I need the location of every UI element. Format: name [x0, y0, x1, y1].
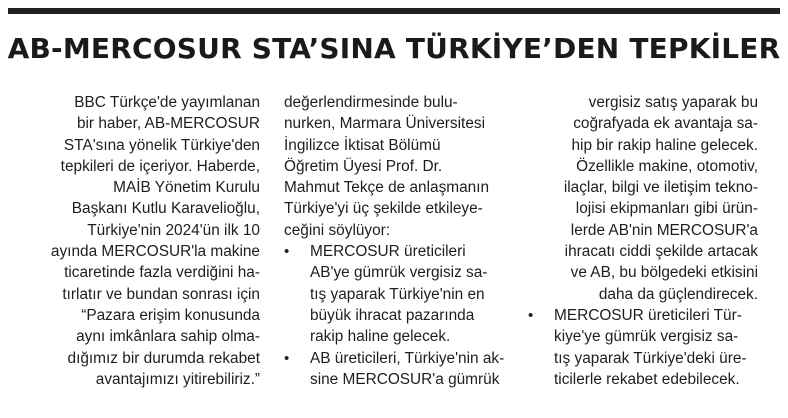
- bullet-item: [284, 348, 510, 391]
- bullet-line: rakip haline gelecek.: [310, 328, 451, 346]
- body-line: “Pazara erişim konusunda: [81, 306, 260, 324]
- body-line: Öğretim Üyesi Prof. Dr.: [284, 157, 443, 175]
- body-line: ilaçlar, bilgi ve iletişim tekno-: [563, 179, 758, 197]
- body-line: nurken, Marmara Üniversitesi: [284, 115, 485, 133]
- top-rule: [8, 8, 780, 14]
- body-line: Özellikle makine, otomotiv,: [576, 157, 758, 175]
- body-line: ve AB, bu bölgedeki etkisini: [570, 264, 758, 282]
- column-1: [28, 92, 260, 390]
- body-line: lojisi ekipmanları gibi ürün-: [575, 200, 758, 218]
- body-line: tırlatır ve bundan sonrası için: [62, 285, 260, 303]
- body-line: Türkiye'nin 2024'ün ilk 10: [87, 221, 260, 239]
- body-line: Mahmut Tekçe de anlaşmanın: [284, 179, 490, 197]
- column-3: [528, 92, 758, 390]
- body-line: ayında MERCOSUR'la makine: [50, 243, 260, 261]
- body-line: vergisiz satış yaparak bu: [588, 94, 758, 111]
- body-line: dığımız bir durumda rekabet: [67, 349, 260, 367]
- body-line: tepkileri de içeriyor. Haberde,: [60, 157, 260, 175]
- bullet-line: AB'ye gümrük vergisiz sa-: [310, 264, 488, 282]
- bullet-line: büyük ihracat pazarında: [310, 306, 475, 324]
- body-line: hip bir rakip haline gelecek.: [571, 136, 758, 154]
- bullet-line: MERCOSUR üreticileri Tür-: [554, 306, 742, 324]
- column-2: [284, 92, 510, 390]
- body-line: İngilizce İktisat Bölümü: [284, 136, 441, 154]
- bullet-item: [284, 241, 510, 347]
- body-line: ihracatı ciddi şekilde artacak: [564, 243, 758, 261]
- body-line: daha da güçlendirecek.: [598, 285, 758, 303]
- bullet-line: sine MERCOSUR'a gümrük: [310, 370, 500, 388]
- body-line: ticaretinde fazla verdiğini ha-: [64, 264, 260, 282]
- bullet-line: kiye'ye gümrük vergisiz sa-: [554, 328, 739, 346]
- body-line: değerlendirmesinde bulu-: [284, 94, 458, 111]
- body-line: coğrafyada ek avantaja sa-: [573, 115, 758, 133]
- body-line: BBC Türkçe'de yayımlanan: [74, 94, 260, 111]
- headline: AB-MERCOSUR STA’SINA TÜRKİYE’DEN TEPKİLER: [7, 32, 781, 65]
- body-line: MAİB Yönetim Kurulu: [113, 179, 260, 197]
- body-line: lerde AB'nin MERCOSUR'a: [570, 221, 758, 239]
- body-line: aynı imkânlara sahip olma-: [76, 328, 260, 346]
- bullet-line: tış yaparak Türkiye'nin en: [310, 285, 485, 303]
- bullet-icon: •: [284, 349, 290, 367]
- body-line: bir haber, AB-MERCOSUR: [76, 115, 260, 133]
- body-line: avantajımızı yitirebiliriz.”: [95, 370, 260, 388]
- bullet-icon: •: [284, 243, 290, 261]
- bullet-icon: •: [528, 306, 534, 324]
- body-line: Türkiye'yi üç şekilde etkileye-: [284, 200, 483, 218]
- bullet-item: [528, 305, 758, 390]
- body-line: Başkanı Kutlu Karavelioğlu,: [71, 200, 260, 218]
- bullet-line: ticilerle rekabet edebilecek.: [554, 370, 740, 388]
- body-line: ceğini söylüyor:: [284, 221, 391, 239]
- bullet-line: AB üreticileri, Türkiye'nin ak-: [310, 349, 505, 367]
- body-line: STA'sına yönelik Türkiye'den: [63, 136, 260, 154]
- bullet-line: tış yaparak Türkiye'deki üre-: [554, 349, 747, 367]
- bullet-line: MERCOSUR üreticileri: [310, 243, 466, 261]
